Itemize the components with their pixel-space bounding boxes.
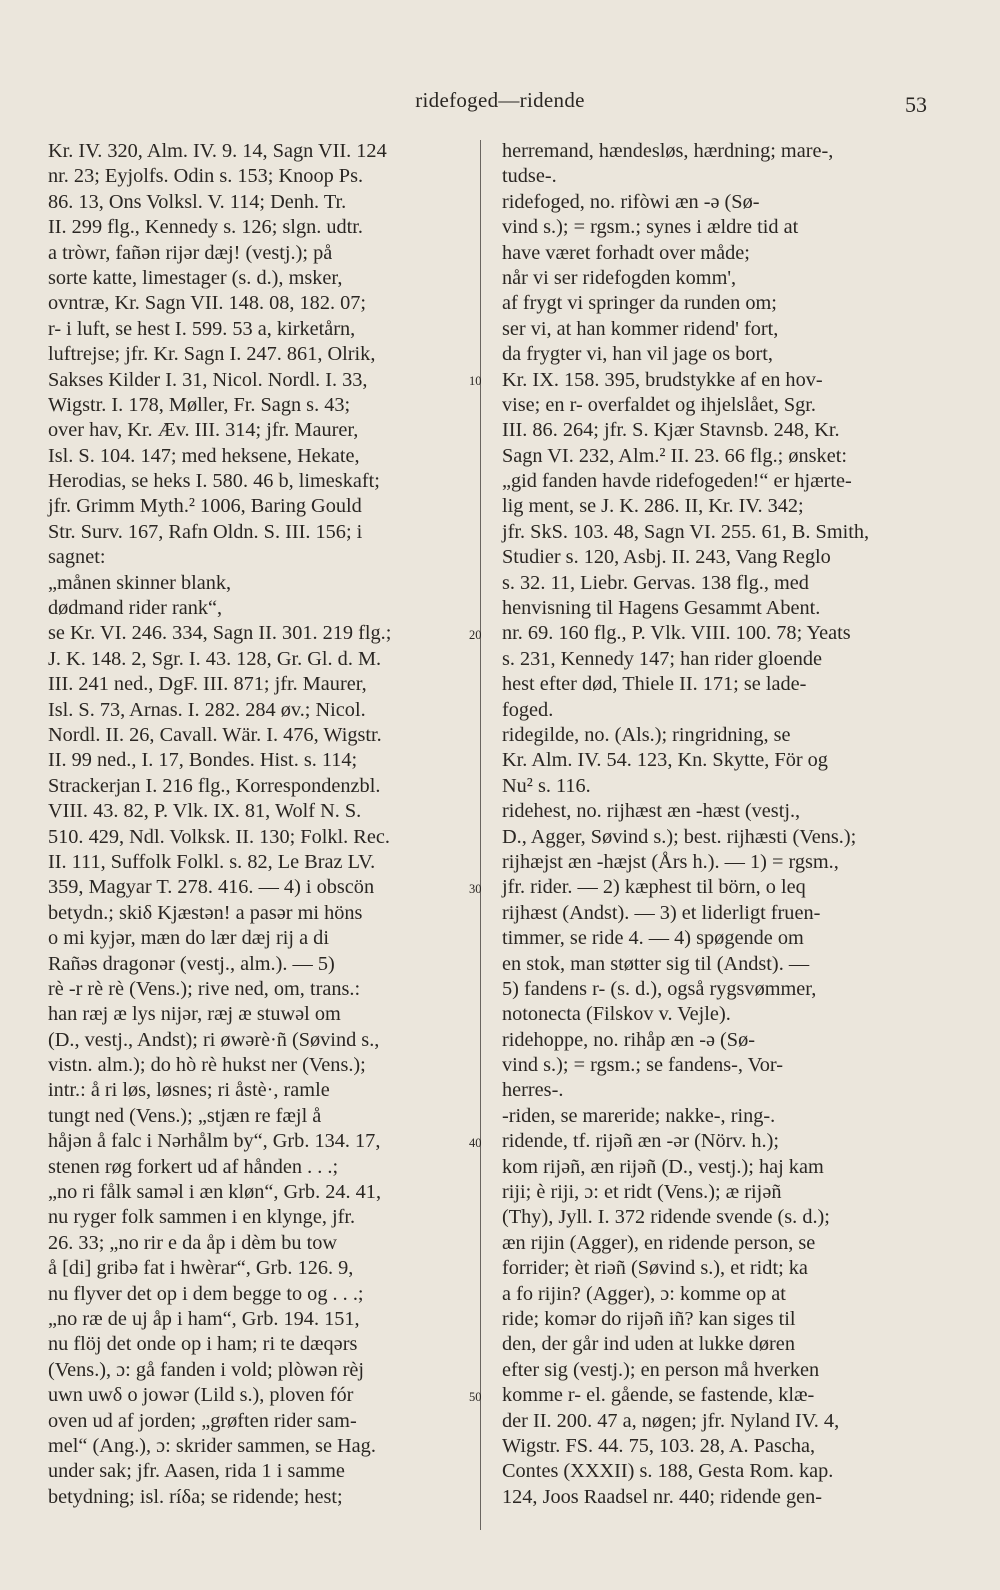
text-line: II. 299 flg., Kennedy s. 126; slgn. udtr. bbox=[48, 216, 364, 239]
text-line: (Vens.), ɔ: gå fanden i vold; plòwən rèj bbox=[48, 1358, 365, 1381]
text-line: vind s.); = rgsm.; synes i ældre tid at bbox=[502, 216, 799, 239]
text-line: jfr. rider. — 2) kæphest til börn, o leq bbox=[502, 876, 806, 899]
line-number-30: 30 bbox=[469, 882, 482, 896]
text-line: r- i luft, se hest I. 599. 53 a, kirketårn, bbox=[48, 317, 356, 340]
text-line: timmer, se ride 4. — 4) spøgende om bbox=[502, 927, 804, 950]
page-number: 53 bbox=[905, 92, 927, 117]
text-line: ridehest, no. rijhæst æn -hæst (vestj., bbox=[502, 800, 801, 823]
text-line: luftrejse; jfr. Kr. Sagn I. 247. 861, Olrik, bbox=[48, 343, 376, 366]
text-line: herres-. bbox=[502, 1079, 564, 1102]
text-line: II. 111, Suffolk Folkl. s. 82, Le Braz LV. bbox=[48, 850, 376, 873]
text-line: s. 231, Kennedy 147; han rider gloende bbox=[502, 647, 823, 670]
text-line: sorte katte, limestager (s. d.), msker, bbox=[48, 266, 343, 289]
text-line: (D., vestj., Andst); ri øwərè·ñ (Søvind s., bbox=[48, 1028, 380, 1051]
text-line: foged. bbox=[502, 698, 554, 721]
text-line: a fo rijin? (Agger), ɔ: komme op at bbox=[502, 1282, 786, 1305]
text-line: J. K. 148. 2, Sgr. I. 43. 128, Gr. Gl. d. M. bbox=[48, 647, 382, 670]
text-line: Studier s. 120, Asbj. II. 243, Vang Reglo bbox=[502, 546, 831, 569]
text-line: komme r- el. gående, se fastende, klæ- bbox=[502, 1384, 815, 1407]
text-line: nr. 69. 160 flg., P. Vlk. VIII. 100. 78; Yeats bbox=[502, 622, 851, 645]
text-line: „no ri fålk saməl i æn kløn“, Grb. 24. 41, bbox=[48, 1181, 382, 1204]
text-line: ridegilde, no. (Als.); ringridning, se bbox=[502, 723, 791, 746]
text-line: Kr. IV. 320, Alm. IV. 9. 14, Sagn VII. 124 bbox=[48, 140, 387, 162]
text-line: vind s.); = rgsm.; se fandens-, Vor- bbox=[502, 1054, 783, 1077]
text-line: betydning; isl. ríδa; se ridende; hest; bbox=[48, 1485, 343, 1508]
text-line: -riden, se mareride; nakke-, ring-. bbox=[502, 1104, 776, 1127]
text-line: jfr. SkS. 103. 48, Sagn VI. 255. 61, B. Smith, bbox=[502, 520, 870, 543]
text-line: 359, Magyar T. 278. 416. — 4) i obscön bbox=[48, 876, 375, 899]
text-line: betydn.; skiδ Kjæstən! a pasər mi höns bbox=[48, 901, 363, 924]
text-line: ser vi, at han kommer ridend' fort, bbox=[502, 317, 779, 340]
text-line: jfr. Grimm Myth.² 1006, Baring Gould bbox=[48, 495, 362, 518]
text-line: ridehoppe, no. rihåp æn -ə (Sø- bbox=[502, 1028, 755, 1051]
text-line: æn rijin (Agger), en ridende person, se bbox=[502, 1231, 816, 1254]
text-line: nu ryger folk sammen i en klynge, jfr. bbox=[48, 1206, 356, 1229]
running-header: ridefoged—ridende bbox=[415, 88, 585, 112]
text-line: dødmand rider rank“, bbox=[48, 597, 223, 620]
text-line: uwn uwδ o jowər (Lild s.), ploven fór bbox=[48, 1384, 354, 1407]
right-column bbox=[502, 139, 922, 1510]
text-line: tungt ned (Vens.); „stjæn re fæjl å bbox=[48, 1104, 322, 1127]
column-divider bbox=[480, 140, 481, 1530]
line-number-50: 50 bbox=[469, 1390, 482, 1404]
text-line: vise; en r- overfaldet og ihjelslået, Sgr. bbox=[502, 393, 816, 416]
text-line: å [di] gribə fat i hwèrar“, Grb. 126. 9, bbox=[48, 1257, 354, 1280]
text-line: Kr. Alm. IV. 54. 123, Kn. Skytte, För og bbox=[502, 749, 828, 772]
text-line: 124, Joos Raadsel nr. 440; ridende gen- bbox=[502, 1485, 823, 1508]
text-line: ovntræ, Kr. Sagn VII. 148. 08, 182. 07; bbox=[48, 292, 367, 315]
text-line: håjən å falc i Nərhålm by“, Grb. 134. 17, bbox=[48, 1130, 381, 1153]
text-line: af frygt vi springer da runden om; bbox=[502, 292, 777, 315]
text-line: den, der går ind uden at lukke døren bbox=[502, 1333, 795, 1356]
text-line: hest efter død, Thiele II. 171; se lade- bbox=[502, 673, 807, 696]
text-line: Wigstr. I. 178, Møller, Fr. Sagn s. 43; bbox=[48, 393, 351, 416]
text-line: „månen skinner blank, bbox=[48, 571, 232, 594]
text-line: notonecta (Filskov v. Vejle). bbox=[502, 1003, 731, 1026]
text-line: under sak; jfr. Aasen, rida 1 i samme bbox=[48, 1460, 345, 1483]
text-line: Str. Surv. 167, Rafn Oldn. S. III. 156; i bbox=[48, 520, 363, 543]
text-line: nr. 23; Eyjolfs. Odin s. 153; Knoop Ps. bbox=[48, 165, 364, 188]
text-line: vistn. alm.); do hò rè hukst ner (Vens.); bbox=[48, 1054, 366, 1077]
text-line: mel“ (Ang.), ɔ: skrider sammen, se Hag. bbox=[48, 1434, 376, 1457]
text-line: Nu² s. 116. bbox=[502, 774, 591, 797]
text-line: ridende, tf. rijəñ æn -ər (Nörv. h.); bbox=[502, 1130, 779, 1153]
text-line: 510. 429, Ndl. Volksk. II. 130; Folkl. Rec. bbox=[48, 825, 390, 848]
text-line: Sagn VI. 232, Alm.² II. 23. 66 flg.; ønsket: bbox=[502, 444, 847, 467]
text-line: Contes (XXXII) s. 188, Gesta Rom. kap. bbox=[502, 1460, 834, 1483]
text-line: sagnet: bbox=[48, 546, 106, 569]
text-line: (Thy), Jyll. I. 372 ridende svende (s. d.); bbox=[502, 1206, 830, 1229]
text-line: III. 241 ned., DgF. III. 871; jfr. Maurer, bbox=[48, 673, 367, 696]
text-line: VIII. 43. 82, P. Vlk. IX. 81, Wolf N. S. bbox=[48, 800, 362, 823]
text-line: tudse-. bbox=[502, 165, 557, 188]
text-line: have været forhadt over måde; bbox=[502, 241, 750, 264]
text-line: efter sig (vestj.); en person må hverken bbox=[502, 1358, 820, 1381]
text-line: henvisning til Hagens Gesammt Abent. bbox=[502, 597, 821, 620]
text-line: en stok, man støtter sig til (Andst). — bbox=[502, 952, 810, 975]
text-line: Nordl. II. 26, Cavall. Wär. I. 476, Wigstr. bbox=[48, 723, 382, 746]
text-line: III. 86. 264; jfr. S. Kjær Stavnsb. 248, Kr. bbox=[502, 419, 840, 442]
text-line: Strackerjan I. 216 flg., Korrespondenzbl. bbox=[48, 774, 381, 797]
text-line: o mi kyjər, mæn do lær dæj rij a di bbox=[48, 927, 329, 950]
text-line: forrider; èt riəñ (Søvind s.), et ridt; ka bbox=[502, 1257, 808, 1280]
text-line: oven ud af jorden; „grøften rider sam- bbox=[48, 1409, 357, 1432]
text-line: rijhæst (Andst). — 3) et liderligt fruen- bbox=[502, 901, 821, 924]
text-line: Isl. S. 104. 147; med heksene, Hekate, bbox=[48, 444, 360, 467]
text-line: Rañəs dragonər (vestj., alm.). — 5) bbox=[48, 952, 335, 975]
text-line: Isl. S. 73, Arnas. I. 282. 284 øv.; Nicol. bbox=[48, 698, 366, 721]
text-line: s. 32. 11, Liebr. Gervas. 138 flg., med bbox=[502, 571, 809, 594]
text-line: 86. 13, Ons Volksl. V. 114; Denh. Tr. bbox=[48, 190, 347, 213]
text-line: D., Agger, Søvind s.); best. rijhæsti (Vens.); bbox=[502, 825, 857, 848]
text-line: lig ment, se J. K. 286. II, Kr. IV. 342; bbox=[502, 495, 804, 518]
text-line: ride; komər do rijəñ iñ? kan siges til bbox=[502, 1307, 796, 1330]
text-line: over hav, Kr. Æv. III. 314; jfr. Maurer, bbox=[48, 419, 359, 442]
text-line: Wigstr. FS. 44. 75, 103. 28, A. Pascha, bbox=[502, 1434, 816, 1457]
text-line: der II. 200. 47 a, nøgen; jfr. Nyland IV. 4, bbox=[502, 1409, 840, 1432]
text-line: da frygter vi, han vil jage os bort, bbox=[502, 343, 774, 366]
text-line: 5) fandens r- (s. d.), også rygsvømmer, bbox=[502, 977, 817, 1000]
text-line: „gid fanden havde ridefogeden!“ er hjærte- bbox=[502, 470, 852, 493]
text-line: Herodias, se heks I. 580. 46 b, limeskaft; bbox=[48, 470, 380, 493]
text-line: rè -r rè rè (Vens.); rive ned, om, trans.: bbox=[48, 977, 361, 1000]
text-line: 26. 33; „no rir e da åp i dèm bu tow bbox=[48, 1231, 338, 1254]
text-line: rijhæjst æn -hæjst (Års h.). — 1) = rgsm., bbox=[502, 850, 839, 873]
line-number-20: 20 bbox=[469, 628, 482, 642]
text-line: se Kr. VI. 246. 334, Sagn II. 301. 219 flg.; bbox=[48, 622, 392, 645]
left-column bbox=[48, 139, 468, 1510]
text-line: kom rijəñ, æn rijəñ (D., vestj.); haj kam bbox=[502, 1155, 824, 1178]
text-line: „no ræ de uj åp i ham“, Grb. 194. 151, bbox=[48, 1307, 360, 1330]
text-line: II. 99 ned., I. 17, Bondes. Hist. s. 114; bbox=[48, 749, 358, 772]
line-number-40: 40 bbox=[469, 1136, 482, 1150]
text-line: Kr. IX. 158. 395, brudstykke af en hov- bbox=[502, 368, 823, 391]
text-line: når vi ser ridefogden komm', bbox=[502, 266, 737, 289]
text-line: herremand, hændesløs, hærdning; mare-, bbox=[502, 140, 834, 162]
text-line: a tròwr, fañən rijər dæj! (vestj.); på bbox=[48, 241, 333, 264]
text-line: nu flyver det op i dem begge to og . . .; bbox=[48, 1282, 364, 1305]
text-line: stenen røg forkert ud af hånden . . .; bbox=[48, 1155, 339, 1178]
text-line: riji; è riji, ɔ: et ridt (Vens.); æ rijəñ bbox=[502, 1181, 782, 1204]
text-line: intr.: å ri løs, løsnes; ri åstè·, ramle bbox=[48, 1079, 330, 1102]
text-line: han ræj æ lys nijər, ræj æ stuwəl om bbox=[48, 1003, 341, 1026]
text-line: Sakses Kilder I. 31, Nicol. Nordl. I. 33, bbox=[48, 368, 368, 391]
text-line: nu flöj det onde op i ham; ri te dæqərs bbox=[48, 1333, 358, 1356]
text-line: ridefoged, no. rifòwi æn -ə (Sø- bbox=[502, 190, 760, 213]
line-number-10: 10 bbox=[469, 374, 482, 388]
